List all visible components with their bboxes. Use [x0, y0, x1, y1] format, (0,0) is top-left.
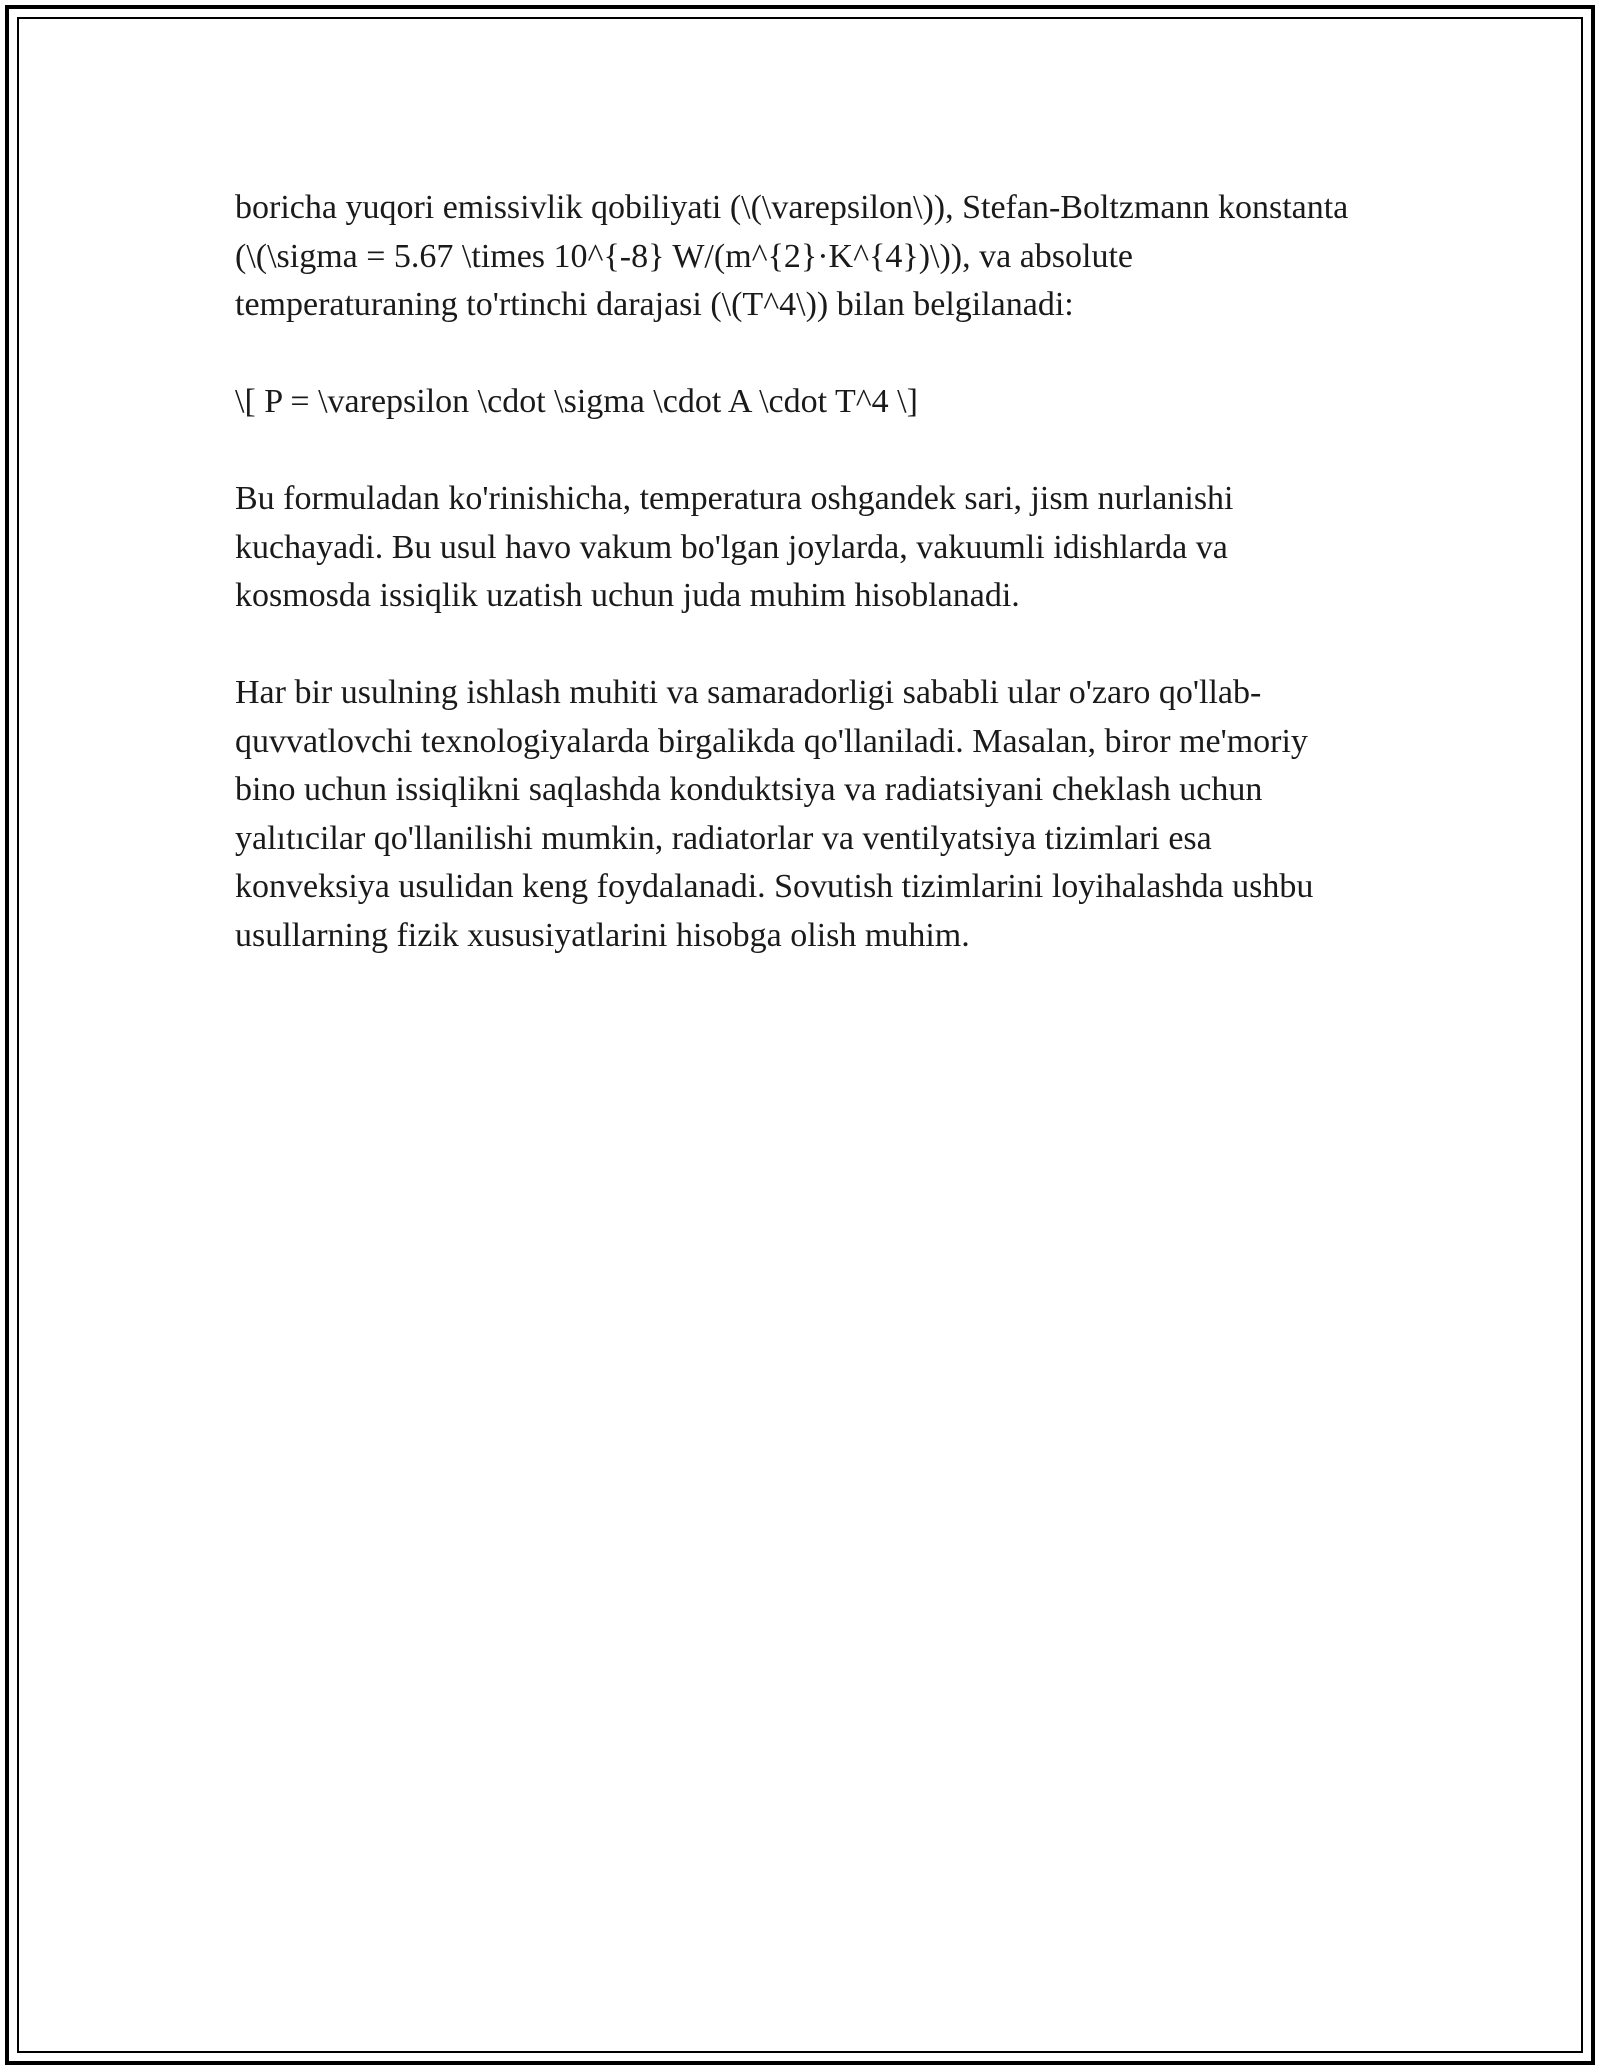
document-body: [235, 184, 1355, 1009]
paragraph-formula-explanation: Bu formuladan ko'rinishicha, temperatura oshgandek sari, jism nurlanishi kuchayadi. Bu usul havo vakum bo'lgan joylarda, vakuumli idishlarda va kosmosda issiqlik uzatish uchun juda muhim hisoblanadi.: [235, 480, 1234, 614]
formula-stefan-boltzmann: \[ P = \varepsilon \cdot \sigma \cdot A \cdot T^4 \]: [235, 383, 918, 420]
paragraph-applications: Har bir usulning ishlash muhiti va samaradorligi sababli ular o'zaro qo'llab-quvvatlovchi texnologiyalarda birgalikda qo'llaniladi. Masalan, biror me'moriy bino uchun issiqlikni saqlashda konduktsiya va radiatsiyani cheklash uchun yalıtıcilar qo'llanilishi mumkin, radiatorlar va ventilyatsiya tizimlari esa konveksiya usulidan keng foydalanadi. Sovutish tizimlarini loyihalashda ushbu usullarning fizik xususiyatlarini hisobga olish muhim.: [235, 674, 1314, 954]
paragraph-radiation-definition: boricha yuqori emissivlik qobiliyati (\(\varepsilon\)), Stefan-Boltzmann konstanta (\(\sigma = 5.67 \times 10^{-8} W/(m^{2}·K^{4})\)), va absolute temperaturaning to'rtinchi darajasi (\(T^4\)) bilan belgilanadi:: [235, 189, 1349, 323]
